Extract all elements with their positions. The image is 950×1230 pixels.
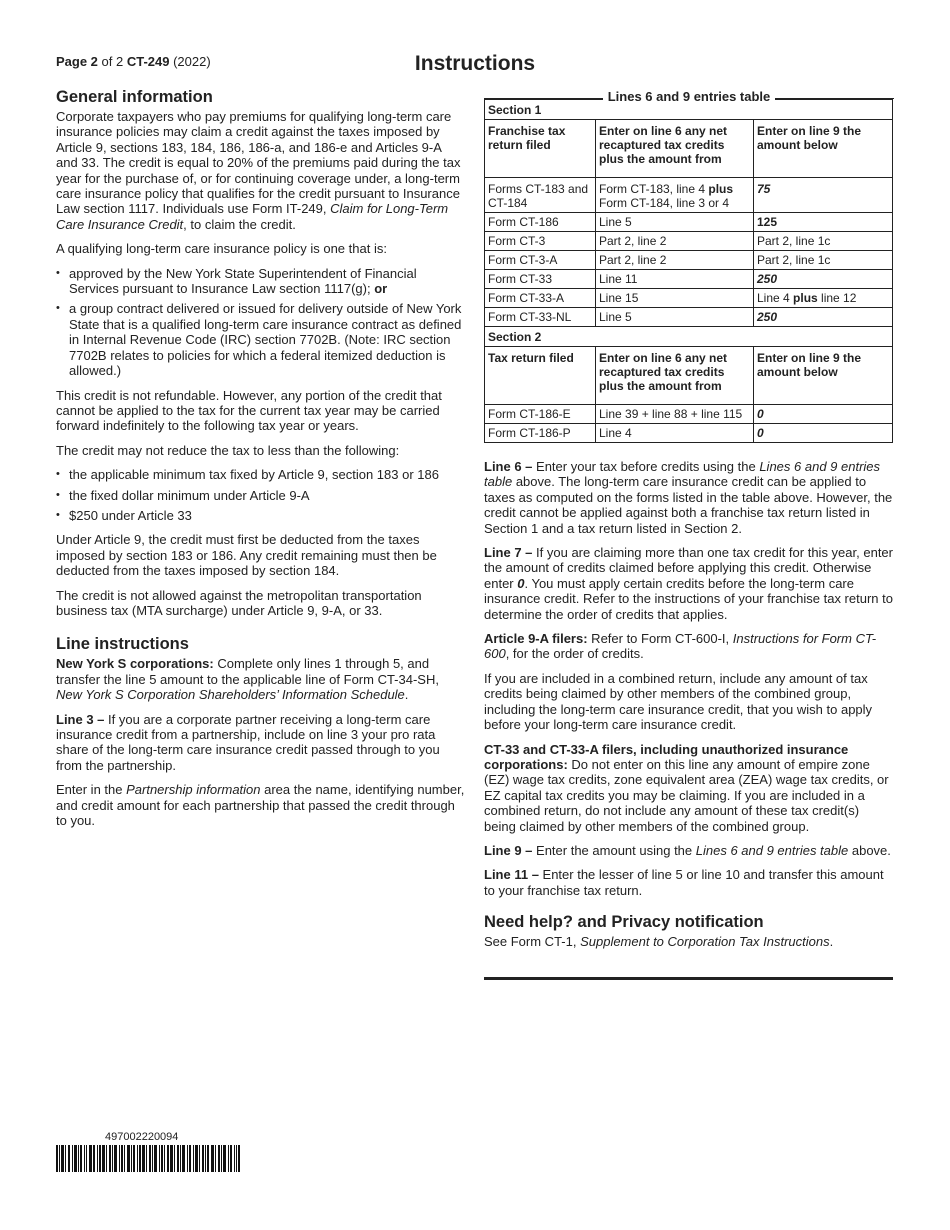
table-header-row — [485, 120, 893, 178]
table-section-row — [485, 327, 893, 347]
table-row — [485, 270, 893, 289]
barcode-image — [56, 1145, 240, 1172]
line-9-paragraph: Line 9 – Enter the amount using the Lines 6 and 9 entries table above. — [484, 842, 891, 858]
table-cell: 75 — [754, 178, 893, 213]
table-cell: Forms CT-183 and CT-184 — [485, 178, 596, 213]
table-row — [485, 308, 893, 327]
general-paragraph-2: A qualifying long-term care insurance policy is one that is: — [56, 241, 387, 257]
general-paragraph-5: Under Article 9, the credit must first be deducted from the taxes imposed by section 183 or 186. Any credit remaining must then be deducted from the taxes imposed by section 184. — [56, 532, 437, 579]
table-row — [485, 213, 893, 232]
left-column — [56, 87, 466, 837]
general-information-heading: General information — [56, 88, 213, 106]
list-item: • a group contract delivered or issued for delivery outside of New York State that is a qualified long-term care insurance contract as defined in Internal Revenue Code (IRC) section 7702B. (Note: IRC section 7702B relates to policies for which a federal itemized deduction is allowed.) — [56, 301, 466, 378]
general-paragraph-3: This credit is not refundable. However, any portion of the credit that cannot be applied to the tax for the current tax year may be carried forward indefinitely to the following tax year or years. — [56, 387, 442, 434]
list-item: • $250 under Article 33 — [56, 508, 466, 523]
list-item: • the applicable minimum tax fixed by Article 9, section 183 or 186 — [56, 467, 466, 482]
ct-33-filers-paragraph: CT-33 and CT-33-A filers, including unauthorized insurance corporations: Do not enter on this line any amount of empire zone (EZ) wage tax credits, zone equivalent area (ZEA) wage tax credits, or EZ capital tax credits you may be claiming. If you are included in a combined return, do not include any amount of these tax credit(s) being claimed by other members of the combined group. — [484, 741, 889, 834]
table-cell: 0 — [754, 405, 893, 424]
table-row — [485, 289, 893, 308]
table-row — [485, 405, 893, 424]
table-cell: Line 15 — [596, 289, 754, 308]
need-help-paragraph: See Form CT-1, Supplement to Corporation Tax Instructions. — [484, 934, 834, 950]
table-cell: Part 2, line 1c — [754, 251, 893, 270]
line-3-paragraph: Line 3 – If you are a corporate partner receiving a long-term care insurance credit from a partnership, include on line 3 your pro rata share of the long-term care insurance credit passed through to you from the partnership. — [56, 711, 440, 773]
table-cell: Part 2, line 1c — [754, 232, 893, 251]
table-cell: Form CT-186-P — [485, 424, 596, 443]
table-row — [485, 178, 893, 213]
table-row — [485, 232, 893, 251]
right-column — [484, 87, 894, 980]
entries-table-title: Lines 6 and 9 entries table — [484, 88, 894, 106]
table-row — [485, 251, 893, 270]
list-item: • the fixed dollar minimum under Article 9-A — [56, 488, 466, 503]
column-header: Tax return filed — [485, 347, 596, 405]
general-paragraph-6: The credit is not allowed against the metropolitan transportation business tax (MTA surcharge) under Article 9, 9-A, or 33. — [56, 587, 422, 618]
policy-criteria-list — [56, 266, 466, 379]
line-11-paragraph: Line 11 – Enter the lesser of line 5 or line 10 and transfer this amount to your franchise tax return. — [484, 867, 884, 898]
column-header: Enter on line 9 the amount below — [754, 120, 893, 178]
column-header: Enter on line 6 any net recaptured tax credits plus the amount from — [596, 120, 754, 178]
column-header: Enter on line 6 any net recaptured tax credits plus the amount from — [596, 347, 754, 405]
minimum-tax-list — [56, 467, 466, 523]
line-instructions-heading: Line instructions — [56, 635, 189, 654]
table-cell: Part 2, line 2 — [596, 232, 754, 251]
table-cell: Part 2, line 2 — [596, 251, 754, 270]
table-cell: Line 4 — [596, 424, 754, 443]
column-header: Franchise tax return filed — [485, 120, 596, 178]
table-cell: Form CT-33-NL — [485, 308, 596, 327]
barcode-number: 497002220094 — [105, 1131, 179, 1143]
page-number: Page 2 of 2 CT-249 (2022) — [56, 54, 211, 69]
need-help-heading: Need help? and Privacy notification — [484, 913, 764, 932]
table-row — [485, 424, 893, 443]
form-id: CT-249 — [126, 54, 170, 69]
table-cell: 0 — [754, 424, 893, 443]
column-header: Enter on line 9 the amount below — [754, 347, 893, 405]
table-cell: Form CT-186 — [485, 213, 596, 232]
line-7-paragraph: Line 7 – If you are claiming more than one tax credit for this year, enter the amount of credits claimed before applying this credit. Otherwise enter 0. You must apply certain credits before the long-term care insurance credit. Refer to the instructions of your franchise tax return to determine the order of credits that applies. — [484, 545, 893, 622]
table-cell: Line 4 plus line 12 — [754, 289, 893, 308]
section-2-label: Section 2 — [485, 327, 893, 347]
partnership-information-paragraph: Enter in the Partnership information area the name, identifying number, and credit amount for each partnership that passed the credit through to you. — [56, 782, 465, 829]
table-cell: Form CT-3 — [485, 232, 596, 251]
section-1-label: Section 1 — [485, 100, 893, 120]
table-cell: Form CT-33 — [485, 270, 596, 289]
table-cell: Form CT-183, line 4 plus Form CT-184, line 3 or 4 — [596, 178, 754, 213]
table-cell: Line 5 — [596, 213, 754, 232]
table-header-row — [485, 347, 893, 405]
table-cell: Form CT-33-A — [485, 289, 596, 308]
table-cell: Form CT-186-E — [485, 405, 596, 424]
table-cell: 125 — [754, 213, 893, 232]
general-paragraph-4: The credit may not reduce the tax to less than the following: — [56, 442, 400, 458]
table-cell: 250 — [754, 308, 893, 327]
entries-table — [484, 99, 893, 443]
table-cell: Form CT-3-A — [485, 251, 596, 270]
table-cell: Line 39 + line 88 + line 115 — [596, 405, 754, 424]
article-9a-paragraph: Article 9-A filers: Refer to Form CT-600-I, Instructions for Form CT-600, for the order of credits. — [484, 631, 877, 662]
page-title: Instructions — [414, 52, 536, 75]
general-paragraph-1: Corporate taxpayers who pay premiums for qualifying long-term care insurance policies may claim a credit against the taxes imposed by Article 9, sections 183, 184, 186, 186-a, and 186-e and Articles 9-A and 33. The credit is equal to 20% of the premiums paid during the tax year for the purchase of, or for continuing coverage under, a long-term care insurance policy that qualifies for the credit pursuant to Insurance Law section 1117. Individuals use Form IT-249, Claim for Long-Term Care Insurance Credit, to claim the credit. — [56, 109, 461, 232]
list-item: • approved by the New York State Superintendent of Financial Services pursuant to Insurance Law section 1117(g); or — [56, 266, 466, 297]
line-6-paragraph: Line 6 – Enter your tax before credits using the Lines 6 and 9 entries table above. The long-term care insurance credit can be applied to taxes as computed on the forms listed in the table above. However, the credit cannot be applied against both a franchise tax return listed in Section 1 and a tax return listed in Section 2. — [484, 459, 893, 536]
ny-s-corporations-paragraph: New York S corporations: Complete only lines 1 through 5, and transfer the line 5 amount to the applicable line of Form CT-34-SH, New York S Corporation Shareholders’ Information Schedule. — [56, 656, 439, 703]
combined-return-paragraph: If you are included in a combined return, include any amount of tax credits being claimed by other members of the combined group, including the long-term care insurance credit, that you wish to apply before your long-term care insurance credit. — [484, 670, 873, 733]
table-cell: Line 11 — [596, 270, 754, 289]
end-rule — [484, 977, 893, 980]
table-cell: Line 5 — [596, 308, 754, 327]
table-cell: 250 — [754, 270, 893, 289]
